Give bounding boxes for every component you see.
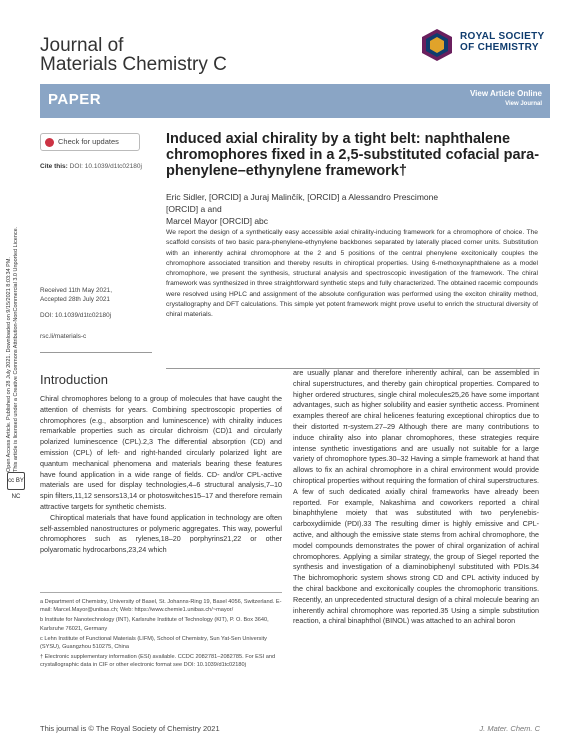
- paragraph: Chiroptical materials that have found application in technology are often self-assembled nanostructures or polymeric aggregates. This way, powerful chromophores such as rylenes,18–20 porphyrins21,22 or other polyaromatic hydrocarbons,23,24 which: [40, 512, 282, 555]
- cite-doi[interactable]: DOI: 10.1039/d1tc02180j: [69, 163, 142, 170]
- cite-this: [40, 163, 142, 170]
- right-column: [293, 368, 539, 627]
- paragraph: Chiral chromophores belong to a group of molecules that have caught the attention of chemists for years. Combining spectroscopic properties of chromophores (e.g., absorption and luminescence) with chirality induces remarkable properties such as circular dichroism (CD)1 and circularly polarized luminescence (CPL).2,3 The differential absorption (CD) and emission (CPL) of left- and right-handed circularly polarized light are quantum mechanical phenomena and materials bearing these features have found application in a wide range of fields. CD- and/or CPL-active materials are used for display technologies,4–6 structural analysis,7–10 spin filters,11,12 sensors13,14 or photoswitches15–17 and therefore remain attractive targets for synthetic chemists.: [40, 394, 282, 511]
- affiliation-a: a Department of Chemistry, University of Basel, St. Johanns-Ring 19, Basel 4056, Switzerland. E-mail: Marcel.Mayor@unibas.ch; Web: https://www.chemie1.unibas.ch/~mayor/: [40, 599, 282, 614]
- journal-title-line1: Journal of: [40, 35, 124, 56]
- accepted-date: Accepted 28th July 2021: [40, 296, 110, 304]
- check-for-updates-button[interactable]: [40, 133, 140, 151]
- rsc-journal-link[interactable]: rsc.li/materials-c: [40, 333, 87, 340]
- received-dates: [40, 286, 150, 305]
- license-notice: [6, 92, 30, 472]
- footnote-divider: [40, 592, 282, 593]
- view-article-online-link[interactable]: View Article Online: [469, 89, 542, 98]
- journal-footer: J. Mater. Chem. C: [479, 724, 540, 733]
- license-notice-line1: Open Access Article. Published on 28 July 2021. Downloaded on 9/15/2021 8:03:34 PM.: [6, 257, 12, 472]
- paragraph: are usually planar and therefore inherently achiral, can be assembled in chiral superstructures, and thereby gain chiroptical properties. Compared to higher ordered structures, single chiral molecules25,26 have some important advantages, such as higher solubility and easier synthetic access. Prominent examples thereof are chiral helicenes featuring exceptional chiroptics due to their distorted π-system.27–29 Although there are many contributions to induce chirality also into planar chromophores, these strategies require intense synthetic investigations and are usually not suitable for a large variety of chromophore types.30–32 Having a simple framework at hand that allows to fix an achiral chromophore in a chiral environment would provide chiroptical properties without requiring the formation of chiral superstructures. A few of such dedicated axially chiral frameworks have already been reported. For example, Nakashima and coworkers reported a chiral binaphthylene moiety that was substituted with two perylenebis-carboxydiimide (PDI).33 The resulting dimer is highly emissive and CPL-active, and although the emissive state stems from achiral chromophore, the model compounds demonstrates the power of chiral organization of achiral chromophores. Applying a similar strategy, the group of Siegel reported the synthesis and investigation of a diaminobiphenyl substituted with PDIs.34 The bichromophoric system shows strong CD and CPL activity induced by the chiral backbone and excitonically couples the chromophoric transitions. Recently, an unprecedented structural design of a chiral molecule bearing an inherently achiral chromophore was reported.35 Using a simple substitution reaction, a chiral binaphthol (BINOL) was attached to an achiral boron: [293, 368, 539, 626]
- cc-license-icon[interactable]: cc BY NC: [7, 472, 25, 490]
- section-heading: Introduction: [40, 372, 108, 387]
- footnotes: [40, 598, 282, 672]
- publisher-name-line1: ROYAL SOCIETY: [460, 31, 545, 42]
- update-check-icon: [45, 138, 54, 147]
- license-notice-line2[interactable]: This article is licensed under a Creative Commons Attribution-NonCommercial 3.0 Unported Licence.: [13, 226, 19, 472]
- affiliation-b: b Institute for Nanotechnology (INT), Karlsruhe Institute of Technology (KIT), P. O. Box 3640, Karlsruhe 76021, Germany: [40, 617, 269, 632]
- view-journal-link[interactable]: View Journal: [505, 101, 542, 107]
- journal-title-line2: Materials Chemistry C: [40, 54, 227, 75]
- article-title: Induced axial chirality by a tight belt: naphthalene chromophores fixed in a 2,5-substituted cofacial para-phenylene–ethynylene framework†: [166, 131, 540, 179]
- esi-note: † Electronic supplementary information (ESI) available. CCDC 2082781–2082785. For ESI and crystallographic data in CIF or other electronic format see DOI: 10.1039/d1tc02180j: [40, 654, 276, 669]
- publisher-name-line2: OF CHEMISTRY: [460, 42, 539, 53]
- cite-label: Cite this:: [40, 163, 68, 170]
- author-line1: Eric Sidler, [ORCID] a Juraj Malinčík, [ORCID] a Alessandro Prescimone [ORCID] a and: [166, 192, 439, 214]
- author-line2: Marcel Mayor [ORCID] abc: [166, 216, 269, 226]
- copyright-footer: This journal is © The Royal Society of Chemistry 2021: [40, 724, 220, 733]
- article-type-banner: [40, 84, 550, 118]
- article-type-label: PAPER: [48, 91, 102, 108]
- divider: [40, 352, 152, 353]
- journal-title: [40, 36, 227, 74]
- rsc-emblem-icon: [420, 28, 454, 62]
- article-doi[interactable]: DOI: 10.1039/d1tc02180j: [40, 312, 112, 319]
- publisher-logo: [420, 28, 550, 64]
- abstract: We report the design of a synthetically easy accessible axial chirality-inducing framework for a chromophore of choice. The scaffold consists of two basic para-phenylene-ethynylene backbones separated by laterally placed corner units. Substitution with an inherently achiral chromophore at the 2 and 5 positions of the central phenylene excitonically couples the chromophore associated transition and thereby results in chiroptical properties. Using 6-methoxynaphthalene as a model chromophore, we present the synthesis, structural analysis and spectroscopic investigation of the framework. The chiral framework was synthesized in three straightforward synthetic steps and fully characterized. The obtained racemic compounds were resolved using HPLC and assignment of the absolute configuration was performed using the exciton chirality method, crystallography and DFT calculations. This simple yet potent framework might prove useful to enrich the structural diversity of chiral materials.: [166, 229, 538, 319]
- received-date: Received 11th May 2021,: [40, 287, 112, 294]
- author-list: [166, 191, 466, 227]
- affiliation-c: c Lehn Institute of Functional Materials (LIFM), School of Chemistry, Sun Yat-Sen University (SYSU), Guangzhou 510275, China: [40, 635, 267, 651]
- left-column: [40, 394, 282, 556]
- check-for-updates-label: Check for updates: [58, 137, 119, 146]
